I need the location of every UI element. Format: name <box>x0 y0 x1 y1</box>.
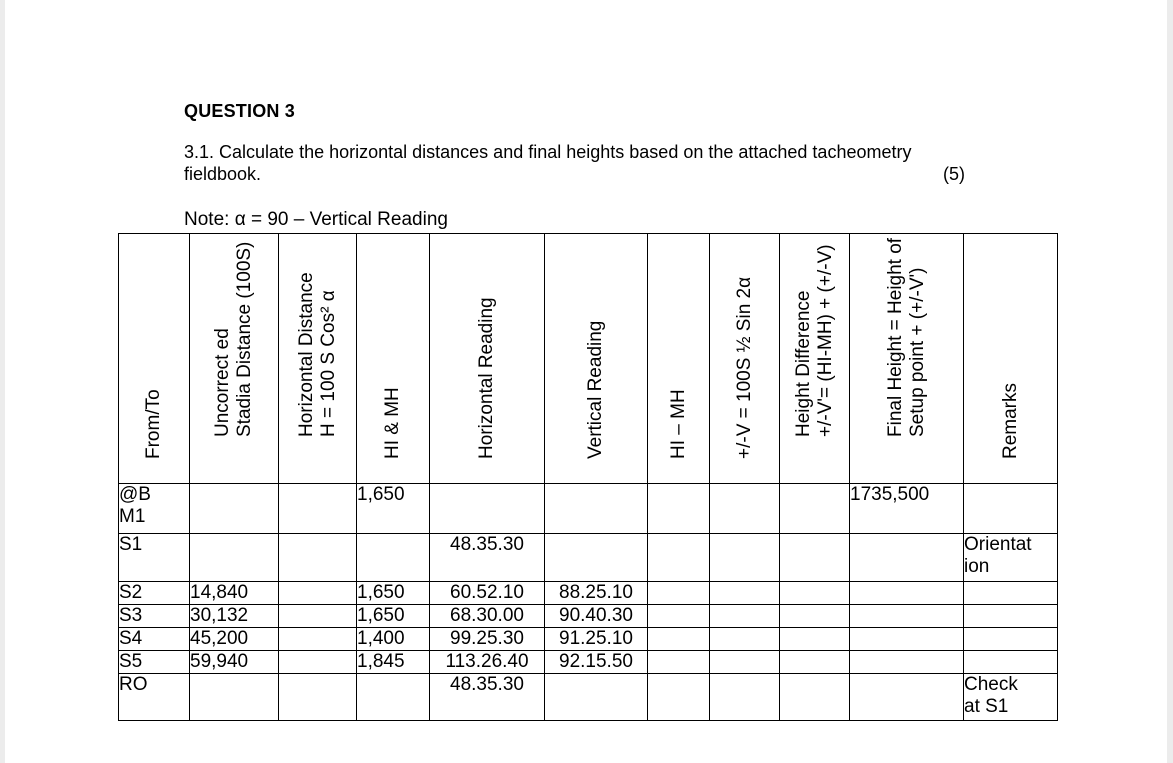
cell-text <box>850 556 963 578</box>
cell-text <box>964 582 1057 604</box>
cell-text <box>850 605 963 627</box>
table-cell <box>710 484 780 534</box>
cell-text: 60.52.10 <box>450 582 524 603</box>
cell-text: at S1 <box>964 696 1009 717</box>
column-header-0 <box>119 234 190 484</box>
cell-text <box>545 696 647 718</box>
cell-text <box>430 556 544 578</box>
cell-text <box>190 484 278 506</box>
table-cell <box>964 534 1058 582</box>
cell-text: 1,650 <box>357 582 405 603</box>
table-cell <box>357 534 430 582</box>
table-cell <box>357 582 430 605</box>
cell-text <box>279 674 356 696</box>
cell-text: 45,200 <box>190 628 249 649</box>
table-cell <box>119 582 190 605</box>
cell-text <box>710 651 779 673</box>
table-cell <box>430 484 545 534</box>
column-header-line: H = 100 S Cos² α <box>317 290 339 437</box>
table-cell <box>648 651 710 674</box>
table-cell <box>190 484 279 534</box>
cell-text: Orientat <box>964 534 1032 555</box>
table-cell <box>430 628 545 651</box>
cell-text: 92.15.50 <box>559 651 633 672</box>
column-header-text <box>296 272 340 437</box>
column-header-line: Remarks <box>999 382 1021 459</box>
table-cell <box>780 674 850 721</box>
cell-text <box>780 556 849 578</box>
table-cell <box>850 674 964 721</box>
column-header-text <box>1000 383 1022 459</box>
table-cell <box>430 534 545 582</box>
table-cell <box>850 605 964 628</box>
cell-text <box>710 674 779 696</box>
table-cell <box>780 484 850 534</box>
table-cell <box>545 534 648 582</box>
cell-text: S1 <box>119 534 143 555</box>
table-cell <box>357 484 430 534</box>
table-cell <box>964 628 1058 651</box>
cell-text <box>279 582 356 604</box>
table-cell <box>780 534 850 582</box>
table-cell <box>545 484 648 534</box>
cell-text <box>648 484 709 506</box>
cell-text <box>710 605 779 627</box>
table-row <box>119 651 1058 674</box>
table-cell <box>119 484 190 534</box>
table-cell <box>119 674 190 721</box>
cell-text: 91.25.10 <box>559 628 633 649</box>
table-cell <box>119 628 190 651</box>
table-cell <box>190 605 279 628</box>
cell-text <box>780 506 849 528</box>
cell-text: 48.35.30 <box>450 534 524 555</box>
cell-text: S4 <box>119 628 143 649</box>
cell-text <box>357 534 429 556</box>
cell-text <box>357 506 429 528</box>
table-cell <box>710 605 780 628</box>
cell-text <box>357 674 429 696</box>
cell-text <box>430 506 544 528</box>
table-row <box>119 628 1058 651</box>
table-cell <box>279 628 357 651</box>
cell-text <box>780 582 849 604</box>
cell-text <box>964 628 1057 650</box>
cell-text <box>648 506 709 528</box>
cell-text <box>850 506 963 528</box>
column-header-5 <box>545 234 648 484</box>
table-cell <box>964 605 1058 628</box>
column-header-1 <box>190 234 279 484</box>
column-header-text <box>476 297 498 459</box>
cell-text <box>190 674 278 696</box>
cell-text <box>545 674 647 696</box>
table-cell <box>545 605 648 628</box>
cell-text <box>710 582 779 604</box>
cell-text <box>964 484 1057 506</box>
cell-text <box>964 506 1057 528</box>
column-header-text <box>382 387 404 459</box>
column-header-6 <box>648 234 710 484</box>
table-cell <box>850 534 964 582</box>
column-header-text <box>143 389 165 459</box>
cell-text <box>648 582 709 604</box>
cell-text <box>545 534 647 556</box>
table-body <box>119 484 1058 721</box>
table-cell <box>545 674 648 721</box>
table-cell <box>430 605 545 628</box>
table-cell <box>279 674 357 721</box>
table-cell <box>850 484 964 534</box>
cell-text <box>357 696 429 718</box>
cell-text: S2 <box>119 582 143 603</box>
cell-text <box>279 651 356 673</box>
column-header-10 <box>964 234 1058 484</box>
table-cell <box>279 484 357 534</box>
table-cell <box>648 582 710 605</box>
cell-text: S5 <box>119 651 143 672</box>
column-header-line: From/To <box>143 389 164 459</box>
column-header-line: Height Difference <box>792 290 814 437</box>
cell-text: 113.26.40 <box>445 651 529 672</box>
table-cell <box>648 484 710 534</box>
cell-text: 1,650 <box>357 605 405 626</box>
question-marks: (5) <box>943 164 965 184</box>
question-text-line2: fieldbook. <box>184 164 262 184</box>
table-cell <box>357 651 430 674</box>
table-cell <box>710 651 780 674</box>
cell-text: 59,940 <box>190 651 249 672</box>
cell-text <box>648 556 709 578</box>
cell-text: 1735,500 <box>850 484 930 505</box>
column-header-8 <box>780 234 850 484</box>
table-cell <box>710 534 780 582</box>
table-cell <box>357 674 430 721</box>
cell-text <box>648 628 709 650</box>
column-header-4 <box>430 234 545 484</box>
cell-text <box>279 506 356 528</box>
column-header-line: Horizontal Reading <box>476 297 497 459</box>
table-cell <box>279 651 357 674</box>
column-header-3 <box>357 234 430 484</box>
cell-text <box>119 556 189 578</box>
column-header-text <box>212 242 256 437</box>
cell-text <box>190 506 278 528</box>
column-header-text <box>734 277 756 459</box>
cell-text: Check <box>964 674 1018 695</box>
column-header-line: HI & MH <box>382 387 403 459</box>
table-cell <box>964 674 1058 721</box>
table-cell <box>964 651 1058 674</box>
cell-text <box>279 605 356 627</box>
column-header-line: Uncorrect ed <box>212 328 233 437</box>
table-cell <box>190 674 279 721</box>
table-cell <box>710 582 780 605</box>
cell-text: 90.40.30 <box>559 605 633 626</box>
note-text: Note: α = 90 – Vertical Reading <box>184 209 448 230</box>
cell-text <box>710 506 779 528</box>
cell-text: 30,132 <box>190 605 249 626</box>
column-header-line: +/-V'= (HI-MH) + (+/-V) <box>814 244 836 437</box>
column-header-line: HI – MH <box>667 389 689 459</box>
table-cell <box>190 628 279 651</box>
page-edge-right <box>1167 0 1173 763</box>
cell-text <box>279 628 356 650</box>
cell-text <box>710 484 779 506</box>
table-row <box>119 582 1058 605</box>
table-cell <box>545 651 648 674</box>
cell-text: 48.35.30 <box>450 674 524 695</box>
column-header-2 <box>279 234 357 484</box>
cell-text <box>780 696 849 718</box>
table-cell <box>357 628 430 651</box>
cell-text: 88.25.10 <box>559 582 633 603</box>
cell-text <box>430 696 544 718</box>
column-header-line: Setup point + (+/-V') <box>906 267 928 437</box>
column-header-line: Stadia Distance (100S) <box>234 241 255 437</box>
cell-text: 1,650 <box>357 484 405 505</box>
table-cell <box>648 534 710 582</box>
column-header-line: Vertical Reading <box>585 320 606 459</box>
table-cell <box>710 628 780 651</box>
cell-text <box>780 628 849 650</box>
column-header-9 <box>850 234 964 484</box>
cell-text <box>545 506 647 528</box>
cell-text <box>780 651 849 673</box>
cell-text: S3 <box>119 605 143 626</box>
cell-text <box>190 696 278 718</box>
header-row <box>119 234 1058 484</box>
table-cell <box>190 582 279 605</box>
question-text-line1: 3.1. Calculate the horizontal distances and final heights based on the attached tacheometry <box>184 142 912 162</box>
cell-text <box>850 534 963 556</box>
cell-text <box>648 674 709 696</box>
cell-text <box>357 556 429 578</box>
table-cell <box>430 582 545 605</box>
cell-text: RO <box>119 674 148 695</box>
table-cell <box>119 605 190 628</box>
cell-text <box>648 696 709 718</box>
column-header-7 <box>710 234 780 484</box>
table-cell <box>357 605 430 628</box>
question-heading: QUESTION 3 <box>184 101 296 121</box>
cell-text <box>190 534 278 556</box>
cell-text <box>545 484 647 506</box>
table-cell <box>850 628 964 651</box>
table-row <box>119 605 1058 628</box>
table-row <box>119 484 1058 534</box>
table-cell <box>119 651 190 674</box>
column-header-text <box>885 238 929 437</box>
table-cell <box>279 605 357 628</box>
table-cell <box>648 674 710 721</box>
table-cell <box>430 674 545 721</box>
table-cell <box>119 534 190 582</box>
table-row <box>119 534 1058 582</box>
table-cell <box>545 628 648 651</box>
cell-text <box>279 696 356 718</box>
column-header-text <box>585 321 607 459</box>
column-header-line: Final Height = Height of <box>884 237 906 437</box>
table-cell <box>190 534 279 582</box>
column-header-line: +/-V = 100S ½ Sin 2α <box>733 276 755 459</box>
cell-text: ion <box>964 556 990 577</box>
table-row <box>119 674 1058 721</box>
cell-text: M1 <box>119 506 146 527</box>
cell-text <box>850 628 963 650</box>
cell-text <box>850 651 963 673</box>
cell-text: @B <box>119 484 151 505</box>
cell-text <box>648 651 709 673</box>
page-edge-left <box>0 0 5 763</box>
table-cell <box>648 628 710 651</box>
cell-text <box>648 605 709 627</box>
table-cell <box>964 582 1058 605</box>
cell-text <box>190 556 278 578</box>
cell-text <box>710 696 779 718</box>
cell-text <box>279 534 356 556</box>
table-cell <box>780 628 850 651</box>
table-cell <box>710 674 780 721</box>
cell-text <box>545 556 647 578</box>
cell-text <box>850 696 963 718</box>
cell-text: 68.30.00 <box>450 605 524 626</box>
tacheometry-fieldbook-table <box>118 233 1058 721</box>
cell-text <box>279 484 356 506</box>
cell-text: 1,400 <box>357 628 405 649</box>
cell-text <box>780 484 849 506</box>
table-cell <box>964 484 1058 534</box>
cell-text <box>710 556 779 578</box>
cell-text <box>430 484 544 506</box>
cell-text <box>780 534 849 556</box>
cell-text <box>780 674 849 696</box>
column-header-text <box>668 389 690 459</box>
table-cell <box>545 582 648 605</box>
table-cell <box>780 582 850 605</box>
cell-text <box>850 674 963 696</box>
table-cell <box>780 605 850 628</box>
cell-text: 14,840 <box>190 582 249 603</box>
cell-text <box>710 534 779 556</box>
table-cell <box>850 651 964 674</box>
cell-text: 99.25.30 <box>450 628 524 649</box>
cell-text <box>780 605 849 627</box>
cell-text <box>648 534 709 556</box>
column-header-text <box>793 244 837 437</box>
cell-text <box>964 651 1057 673</box>
table-cell <box>850 582 964 605</box>
table-cell <box>190 651 279 674</box>
cell-text <box>279 556 356 578</box>
cell-text <box>710 628 779 650</box>
table-cell <box>279 534 357 582</box>
table-cell <box>648 605 710 628</box>
cell-text <box>964 605 1057 627</box>
column-header-line: Horizontal Distance <box>295 272 317 437</box>
cell-text <box>119 696 189 718</box>
table-cell <box>780 651 850 674</box>
cell-text <box>850 582 963 604</box>
cell-text: 1,845 <box>357 651 405 672</box>
table-cell <box>279 582 357 605</box>
table-cell <box>430 651 545 674</box>
